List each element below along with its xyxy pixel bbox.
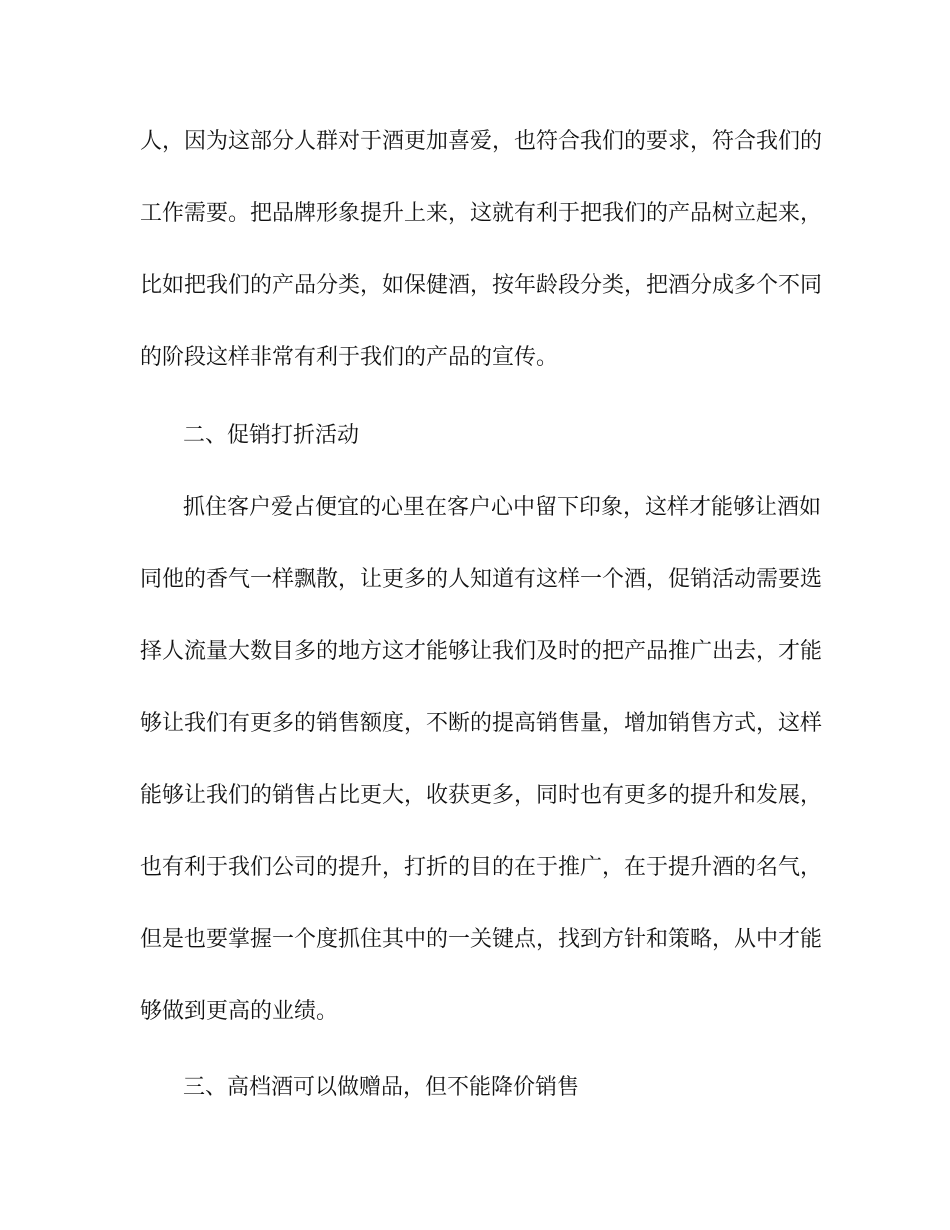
paragraph-line: 能够让我们的销售占比更大，收获更多，同时也有更多的提升和发展， <box>140 783 823 808</box>
paragraph-line: 人，因为这部分人群对于酒更加喜爱，也符合我们的要求，符合我们的 <box>140 129 823 154</box>
paragraph-line: 够让我们有更多的销售额度，不断的提高销售量，增加销售方式，这样 <box>140 711 823 736</box>
paragraph-line: 择人流量大数目多的地方这才能够让我们及时的把产品推广出去，才能 <box>140 639 823 664</box>
section-heading: 三、高档酒可以做赠品，但不能降价销售 <box>183 1075 580 1100</box>
paragraph-line: 够做到更高的业绩。 <box>140 999 339 1024</box>
paragraph-line: 比如把我们的产品分类，如保健酒，按年龄段分类，把酒分成多个不同 <box>140 273 823 298</box>
paragraph-line: 同他的香气一样飘散，让更多的人知道有这样一个酒，促销活动需要选 <box>140 567 823 592</box>
paragraph-line: 但是也要掌握一个度抓住其中的一关键点，找到方针和策略，从中才能 <box>140 927 823 952</box>
paragraph-line: 的阶段这样非常有利于我们的产品的宣传。 <box>140 345 559 370</box>
paragraph-line: 抓住客户爱占便宜的心里在客户心中留下印象，这样才能够让酒如 <box>183 495 822 520</box>
paragraph-line: 工作需要。把品牌形象提升上来，这就有利于把我们的产品树立起来， <box>140 201 823 226</box>
section-heading: 二、促销打折活动 <box>183 423 360 448</box>
paragraph-line: 也有利于我们公司的提升，打折的目的在于推广，在于提升酒的名气， <box>140 855 823 880</box>
